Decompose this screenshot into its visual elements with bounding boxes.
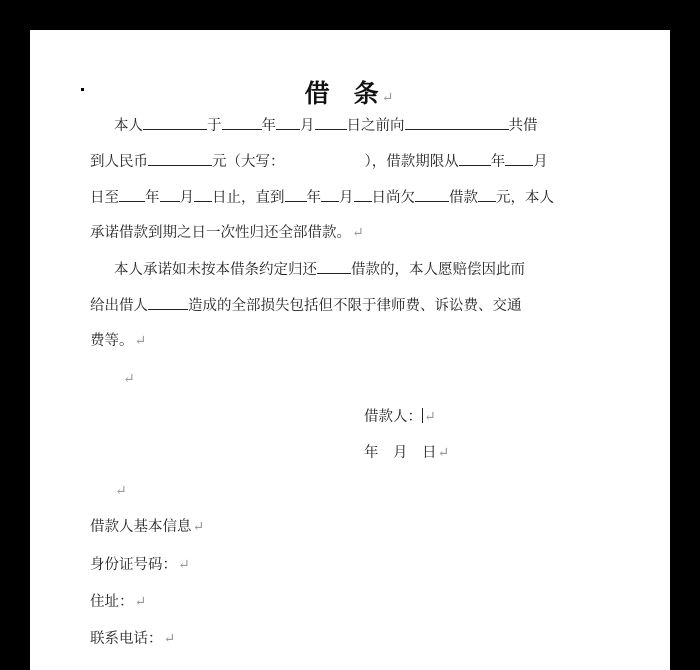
phone-line: 联系电话：↵ — [90, 631, 176, 647]
paragraph-mark-icon: ↵ — [352, 225, 364, 241]
id-number-line: 身份证号码：↵ — [90, 557, 190, 573]
body-line-6: 给出借人 造成的全部损失包括但不限于律师费、诉讼费、交通 — [90, 295, 522, 316]
document-title: 借 条↵ — [304, 79, 396, 108]
paragraph-mark-icon: ↵ — [192, 519, 205, 535]
borrower-info-heading: 借款人基本信息↵ — [90, 519, 205, 535]
paragraph-mark-icon: ↵ — [134, 333, 147, 349]
paragraph-mark-icon: ↵ — [115, 483, 127, 499]
signature-date-line: 年 月 日↵ — [364, 445, 450, 461]
paragraph-mark-icon: ↵ — [437, 445, 450, 461]
body-line-5: 本人承诺如未按本借条约定归还 借款的，本人愿赔偿因此而 — [114, 259, 525, 280]
body-line-7: 费等。↵ — [90, 333, 147, 349]
paragraph-mark-icon: ↵ — [163, 631, 176, 647]
paragraph-mark-icon: ↵ — [123, 371, 135, 387]
text-cursor — [422, 408, 423, 423]
body-line-1: 本人 于 年 月 日之前向 共借 — [114, 115, 538, 136]
paragraph-mark-icon: ↵ — [381, 90, 396, 106]
body-line-3: 日至 年 月 日止，直到 年 月 日尚欠 借款 元，本人 — [90, 187, 554, 208]
empty-paragraph-2 — [114, 481, 127, 501]
borrower-signature-line[interactable]: 借款人： ↵ — [364, 409, 436, 425]
paragraph-mark-icon: ↵ — [424, 409, 436, 425]
body-line-4: 承诺借款到期之日一次性归还全部借款。↵ — [90, 225, 364, 241]
document-page — [30, 30, 670, 670]
paragraph-mark-icon: ↵ — [178, 557, 190, 573]
paragraph-mark-icon: ↵ — [134, 594, 147, 610]
empty-paragraph — [122, 369, 135, 389]
address-line: 住址：↵ — [90, 594, 147, 610]
body-line-2: 到人民币 元（大写： ），借款期限从 年 月 — [90, 151, 548, 172]
